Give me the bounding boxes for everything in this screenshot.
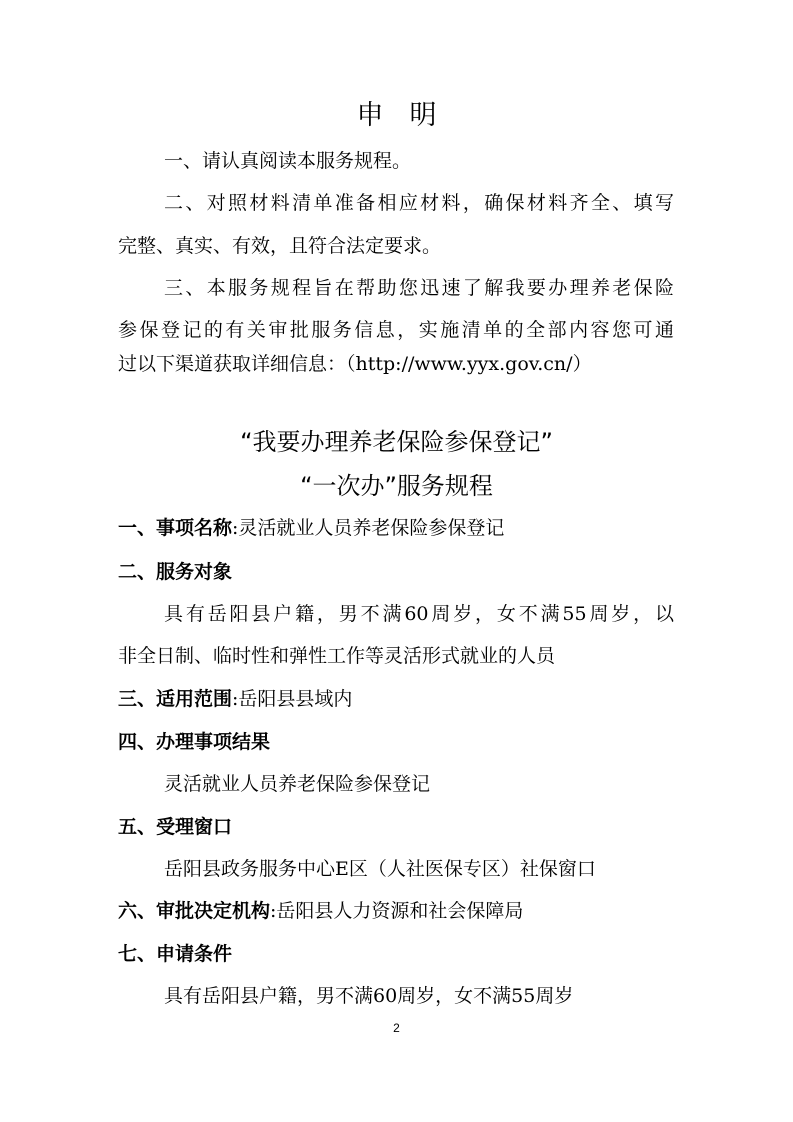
section-5-heading (118, 813, 232, 841)
section-6 (118, 897, 523, 925)
section-inline-content: :岳阳县人力资源和社会保障局 (270, 900, 524, 922)
section-7-content: 具有岳阳县户籍，男不满60周岁，女不满55周岁 (164, 985, 574, 1007)
declaration-item-2-line-1: 二、对照材料清单准备相应材料，确保材料齐全、填写 (164, 192, 674, 214)
section-4-content: 灵活就业人员养老保险参保登记 (164, 773, 431, 795)
section-2-content-line-1: 具有岳阳县户籍，男不满60周岁，女不满55周岁，以 (164, 603, 674, 625)
procedure-title-line-1: “我要办理养老保险参保登记” (240, 428, 553, 456)
section-heading: 二、服务对象 (118, 561, 233, 583)
declaration-item-1: 一、请认真阅读本服务规程。 (164, 150, 412, 172)
procedure-title-line-2: “一次办”服务规程 (300, 472, 493, 500)
declaration-item-2-line-2: 完整、真实、有效，且符合法定要求。 (118, 235, 442, 257)
page-number: 2 (393, 1021, 400, 1035)
section-heading: 四、办理事项结果 (118, 731, 271, 753)
section-heading: 六、审批决定机构 (118, 900, 271, 922)
section-1 (118, 514, 504, 542)
section-5-content: 岳阳县政务服务中心E区（人社医保专区）社保窗口 (164, 858, 596, 880)
section-inline-content: :灵活就业人员养老保险参保登记 (232, 517, 505, 539)
section-2-content-line-2: 非全日制、临时性和弹性工作等灵活形式就业的人员 (118, 645, 556, 667)
section-heading: 三、适用范围 (118, 688, 233, 710)
section-heading: 五、受理窗口 (118, 816, 233, 838)
section-4-heading (118, 728, 270, 756)
declaration-title: 申明 (356, 100, 463, 131)
section-2-heading (118, 558, 232, 586)
declaration-item-3-line-1: 三、本服务规程旨在帮助您迅速了解我要办理养老保险 (164, 277, 674, 299)
section-heading: 一、事项名称 (118, 517, 233, 539)
declaration-item-3-line-3: 过以下渠道获取详细信息：（http://www.yyx.gov.cn/） (118, 353, 592, 375)
declaration-item-3-line-2: 参保登记的有关审批服务信息，实施清单的全部内容您可通 (118, 319, 674, 341)
section-heading: 七、申请条件 (118, 943, 233, 965)
section-inline-content: :岳阳县县域内 (232, 688, 353, 710)
section-3 (118, 685, 352, 713)
section-7-heading (118, 940, 232, 968)
